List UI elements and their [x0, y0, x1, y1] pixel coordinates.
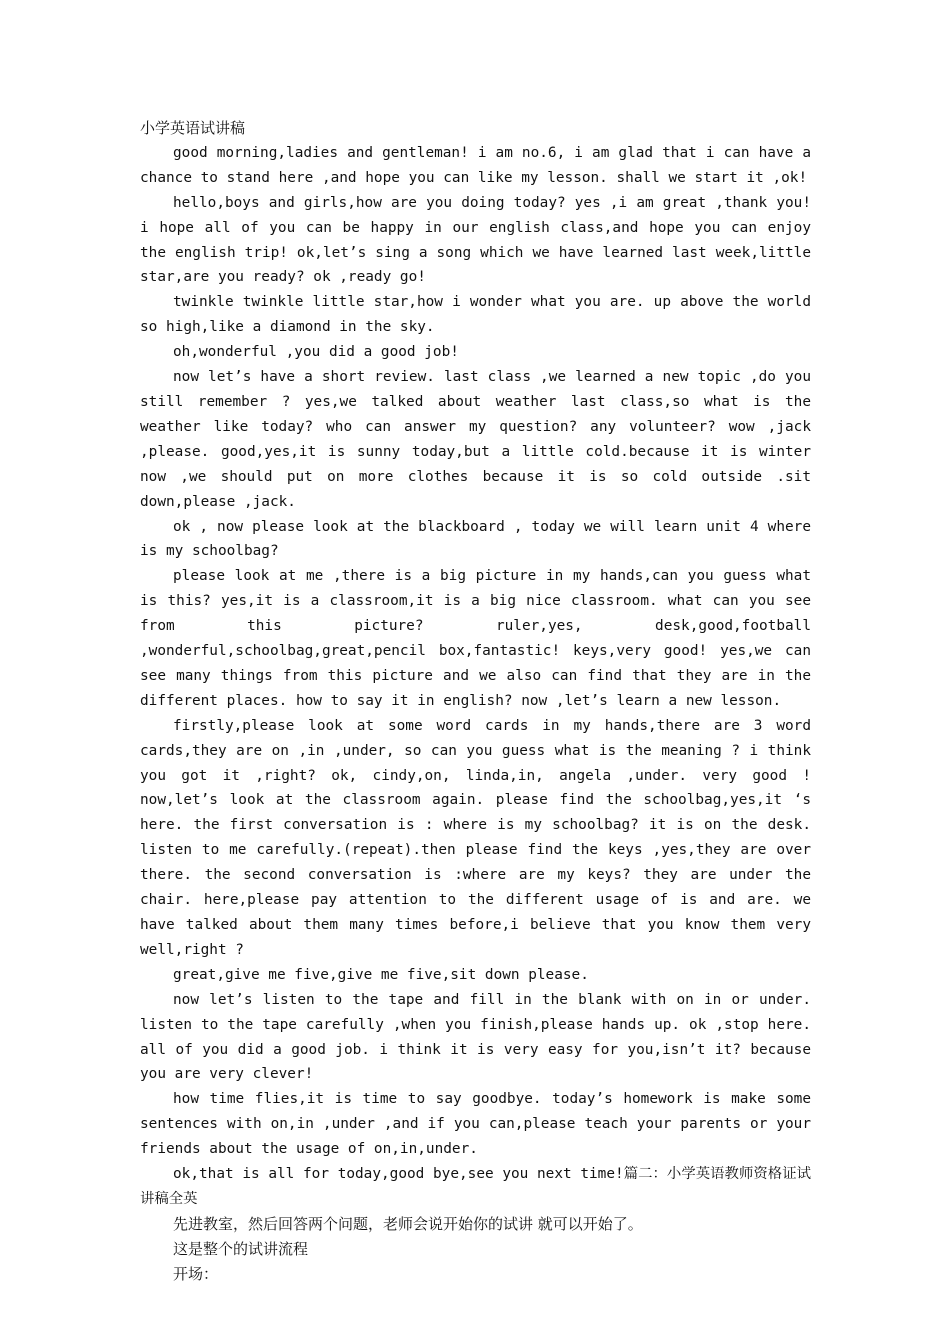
- paragraph-give-five: great,give me five,give me five,sit down please.: [173, 966, 589, 983]
- paragraph-picture: please look at me ,there is a big picture in my hands,can you guess what is this? yes,it is a classroom,it is a big nice classroom. what can you see from this picture? ruler,yes, desk,good,football ,wonderful,schoolbag,great,pencil box,fantastic! keys,very good! yes,we can see many things from this picture and we also can find that they are in the different places. how to say it in english? now ,let’s learn a new lesson.: [140, 568, 811, 709]
- document-page: [140, 116, 811, 1287]
- paragraph-cn-opening: 开场：: [173, 1264, 219, 1283]
- paragraph-cn-flow: 这是整个的试讲流程: [173, 1239, 309, 1258]
- document-title: 小学英语试讲稿: [140, 119, 246, 137]
- paragraph-word-cards: firstly,please look at some word cards in my hands,there are 3 word cards,they are on ,in ,under, so can you guess what is the meaning ? i think you got it ,right? ok, cindy,on, linda,in, angela ,under. very good ! now,let’s look at the classroom again. please find the schoolbag,yes,it ‘s here. the first conversation is : where is my schoolbag? it is on the desk. listen to me carefully.(repeat).then please find the keys ,yes,they are over there. the second conversation is :where are my keys? they are under the chair. here,please pay attention to the different usage of is and are. we have talked about them many times before,i believe that you know them very well,right ?: [140, 717, 811, 958]
- paragraph-review: now let’s have a short review. last class ,we learned a new topic ,do you still remember ? yes,we talked about weather last class,so what is the weather like today? who can answer my question? any volunteer? wow ,jack ,please. good,yes,it is sunny today,but a little cold.because it is winter now ,we should put on more clothes because it is so cold outside .sit down,please ,jack.: [140, 369, 811, 510]
- paragraph-listening: now let’s listen to the tape and fill in the blank with on in or under. listen to the tape carefully ,when you finish,please hands up. ok ,stop here. all of you did a good job. i think it is very easy for you,isn’t it? because you are very clever!: [140, 991, 811, 1083]
- paragraph-song-lyrics: twinkle twinkle little star,how i wonder what you are. up above the world so high,like a diamond in the sky.: [140, 294, 811, 336]
- paragraph-praise: oh,wonderful ,you did a good job!: [173, 344, 459, 361]
- paragraph-greeting: good morning,ladies and gentleman! i am no.6, i am glad that i can have a chance to stand here ,and hope you can like my lesson. shall we start it ,ok!: [140, 144, 811, 186]
- paragraph-cn-enter: 先进教室，然后回答两个问题，老师会说开始你的试讲 就可以开始了。: [173, 1214, 643, 1233]
- paragraph-warm-up: hello,boys and girls,how are you doing today? yes ,i am great ,thank you! i hope all of you can be happy in our english class,and hope you can enjoy the english trip! ok,let’s sing a song which we have learned last week,little star,are you ready? ok ,ready go!: [140, 194, 811, 286]
- paragraph-topic-intro: ok , now please look at the blackboard , today we will learn unit 4 where is my schoolbag?: [140, 518, 811, 560]
- paragraph-homework: how time flies,it is time to say goodbye. today’s homework is make some sentences with on,in ,under ,and if you can,please teach your parents or your friends about the usage of on,in,under.: [140, 1091, 811, 1158]
- paragraph-closing: ok,that is all for today,good bye,see you next time!篇二：小学英语教师资格证试讲稿全英: [140, 1166, 811, 1207]
